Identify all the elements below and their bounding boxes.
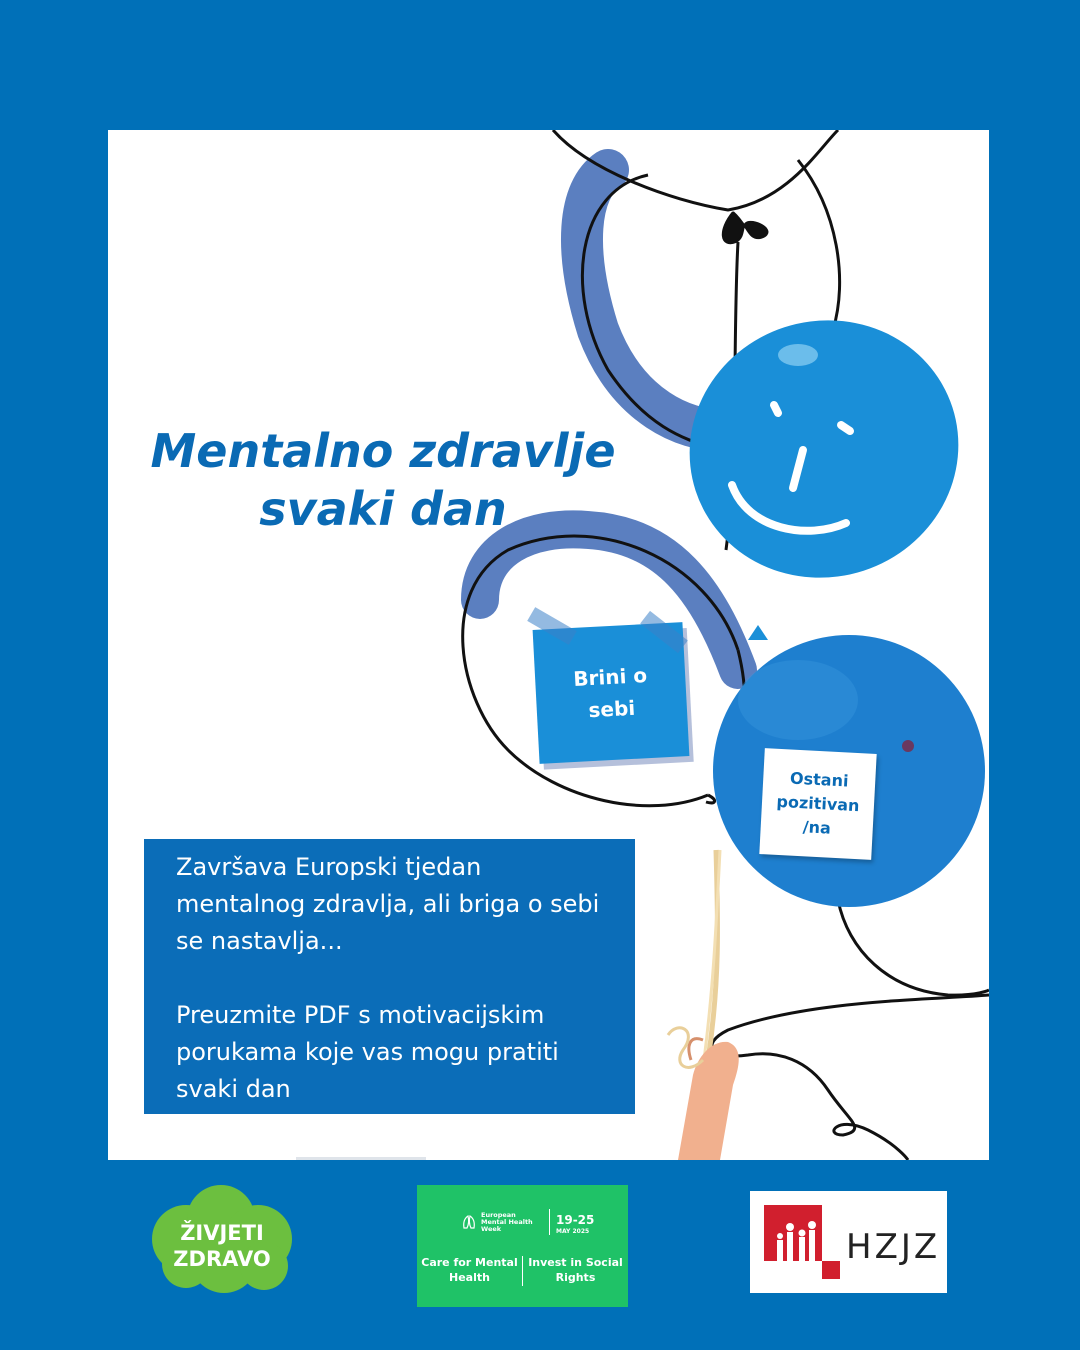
page-title bbox=[148, 422, 618, 538]
bottom-grey-line bbox=[296, 1157, 426, 1160]
hands-icon bbox=[461, 1214, 477, 1230]
week-right-slogan: Invest in Social Rights bbox=[528, 1256, 623, 1284]
mental-health-week-logo bbox=[417, 1185, 628, 1307]
message-panel bbox=[144, 839, 635, 1114]
note-positive-line-3: /na bbox=[802, 817, 832, 838]
week-left-slogan: Care for Mental Health bbox=[421, 1256, 518, 1284]
zivjeti-zdravo-logo bbox=[146, 1184, 298, 1296]
poster-card bbox=[108, 130, 989, 1160]
hand-icon bbox=[678, 1039, 739, 1160]
note-care-line-2: sebi bbox=[587, 695, 636, 723]
zivjeti-text: ŽIVJETI bbox=[180, 1221, 264, 1245]
doodle-knot bbox=[723, 212, 768, 243]
headline-line-1: Mentalno zdravlje bbox=[150, 424, 616, 478]
hzjz-text: HZJZ bbox=[846, 1227, 941, 1267]
message-paragraph-1: Završava Europski tjedan mentalnog zdravlja, ali briga o sebi se nastavlja... bbox=[176, 853, 600, 955]
week-dates: 19-25 bbox=[556, 1213, 595, 1227]
headline-line-2: svaki dan bbox=[259, 482, 507, 536]
week-name: European Mental Health Week bbox=[481, 1210, 533, 1233]
week-month: MAY 2025 bbox=[556, 1228, 590, 1235]
message-paragraph-2: Preuzmite PDF s motivacijskim porukama koje vas mogu pratiti svaki dan bbox=[176, 1001, 559, 1103]
shadow-stroke-top bbox=[582, 170, 718, 430]
ribbon-curl bbox=[668, 1028, 703, 1068]
doodle-string-bottom bbox=[712, 995, 989, 1160]
doodle-bottom-curve bbox=[838, 900, 989, 995]
note-positive-line-1: Ostani bbox=[789, 768, 849, 791]
sticky-note-positive bbox=[759, 748, 876, 860]
hzjz-logo bbox=[750, 1191, 947, 1293]
doodle-balloon-right bbox=[798, 160, 840, 330]
note-positive-line-2: pozitivan bbox=[776, 791, 860, 816]
note-care-line-1: Brini o bbox=[572, 663, 648, 691]
zdravo-text: ZDRAVO bbox=[173, 1247, 271, 1271]
